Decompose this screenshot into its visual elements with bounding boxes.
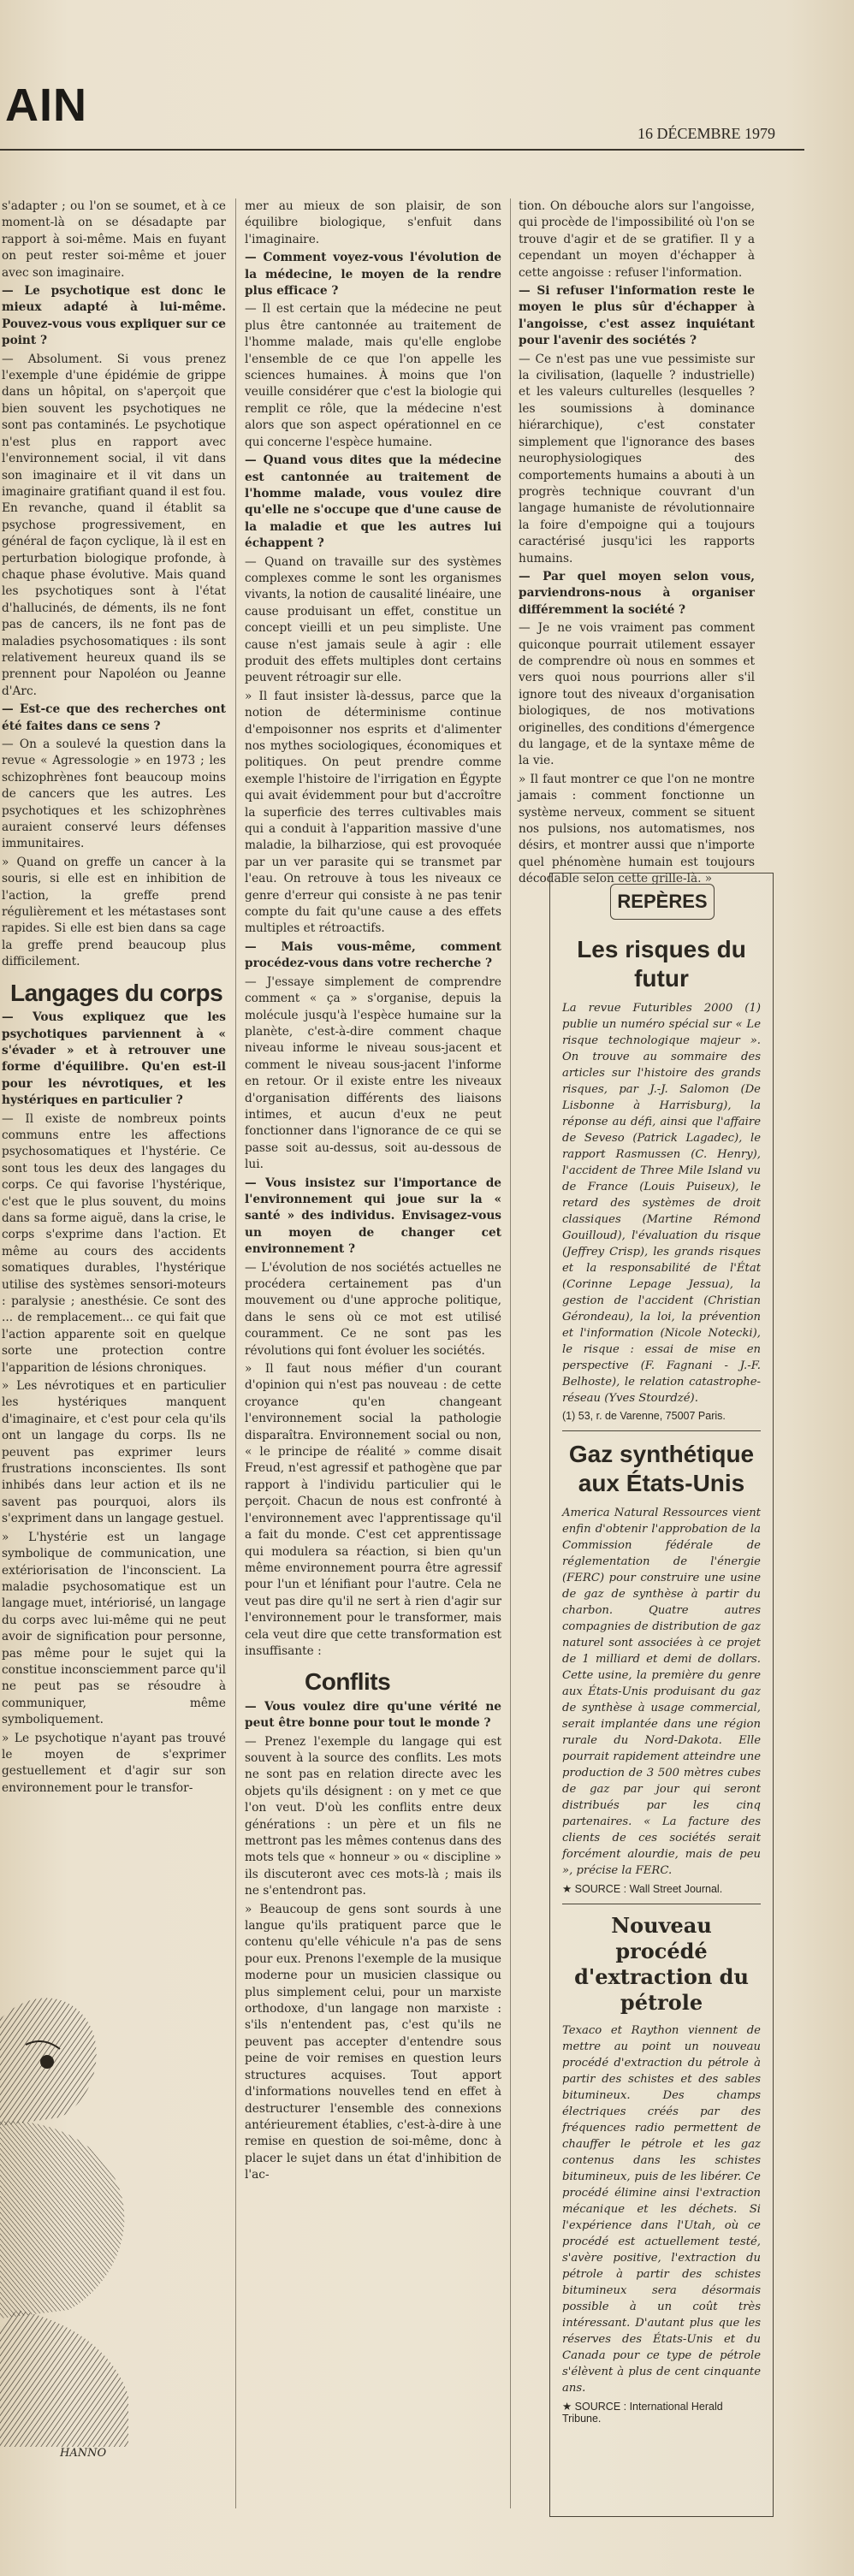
paragraph: — Prenez l'exemple du langage qui est souvent à la source des conflits. Les mots ne sont pas en relation directe avec les objets qu'ils désignent : on y met ce que l'on veut. D'où les conflits entre deux générations : un père et un fils ne mettront pas les mêmes contenus dans des mots tels que « honneur » ou « discipline » ils discuteront avec ces mots-là ; mais ils ne s'entendront pas. <box>245 1734 501 1898</box>
masthead-rule <box>0 149 804 151</box>
reperes-label: REPÈRES <box>610 884 715 920</box>
question: — Si refuser l'information reste le moyen le plus sûr d'échapper à l'angoisse, c'est assez inquiétant pour l'avenir des sociétés ? <box>519 284 755 348</box>
paragraph: — Ce n'est pas une vue pessimiste sur la civilisation, (laquelle ? industrielle) et les valeurs culturelles (lesquelles ? les soumissions à dominance hiérarchique), c'est constater simplement que l'ignorance des bases neurophysiologiques des comportements humains a abouti à un progrès technique couvrant d'un langage humaniste de révolutionnaire la foire d'empoigne qui a toujours caractérisé jusqu'ici les rapports humains. <box>519 352 755 566</box>
brief-text: Texaco et Raython viennent de mettre au point un nouveau procédé d'extraction du pétrole à partir des schistes et des sables bitumineux. Des champs électriques créés par des fréquences radio permettent de chauffer le pétrole et les gaz contenus dans les schistes bitumineux, puis de les libérer. Ce procédé élimine ainsi l'extraction mécanique et les déchets. Si l'expérience dans l'Utah, où ce procédé est actuellement testé, s'avère positive, l'extraction du pétrole à partir des schistes bitumineux sera désormais possible à un coût très intéressant. D'autant plus que les réserves des États-Unis et du Canada pour ce type de pétrole s'élèvent à plus de cent cinquante ans. <box>562 2024 761 2395</box>
illustrator-signature: HANNO <box>60 2447 107 2460</box>
brief-text: America Natural Ressources vient enfin d'obtenir l'approbation de la Commission fédérale de réglementation de l'énergie (FERC) pour construire une usine de gaz de synthèse à partir du charbon. Quatre autres compagnies de distribution de gaz naturel sont associées à ce projet de 1 milliard et demi de dollars. Cette usine, la première du genre aux États-Unis produisant du gaz de synthèse à usage commercial, serait implantée dans une région rurale du Nord-Dakota. Elle pourrait rapidement atteindre une production de 3 500 mètres cubes de gaz par jour qui seront distribués par les cinq partenaires. « La facture des clients de ces sociétés serait forcément alourdie, mais de peu », précise la FERC. <box>562 1507 761 1877</box>
question: — Vous expliquez que les psychotiques parviennent à « s'évader » et à retrouver une forme d'équilibre. Qu'en est-il pour les névrotiques, et les hystériques en particulier ? <box>2 1010 226 1108</box>
column-rule <box>235 198 236 2508</box>
paragraph: — Il existe de nombreux points communs entre les affections psychosomatiques et l'hystérie. Ce sont tous les deux des langages du corps. Ce qui favorise l'hystérique, c'est que le plus souvent, du moins dans sa forme aiguë, dans la crise, le corps s'exprime dans l'action. Et même au cours des accidents somatiques durables, l'hystérique utilise des systèmes sensori-moteurs : paralysie ; anesthésie. Ce sont des ... de remplacement... ce qui fait que l'action apparente soit en quelque sorte une protection contre l'apparition de lésions chroniques. <box>2 1111 226 1375</box>
paragraph: — Quand on travaille sur des systèmes complexes comme le sont les organismes vivants, la notion de causalité linéaire, une cause produisant un effet, constitue un concept vieilli et un peu simpliste. Une cause n'est jamais seule à agir : elle produit des effets multiples dont certains peuvent rétroagir sur elle. <box>245 554 501 685</box>
question: — Le psychotique est donc le mieux adapté à lui-même. Pouvez-vous vous expliquer sur ce point ? <box>2 284 226 348</box>
question: — Comment voyez-vous l'évolution de la médecine, le moyen de la rendre plus efficace ? <box>245 251 501 299</box>
section-heading: Langages du corps <box>10 979 223 1006</box>
brief-text: La revue Futuribles 2000 (1) publie un numéro spécial sur « Le risque technologique majeur ». On trouve au sommaire des articles sur l'histoire des grands risques, par J.-J. Salomon (De Lisbonne à Harrisburg), la réponse au défi, ainsi que l'affaire de Seveso (Patrick Lagadec), le rapport Rasmussen (C. Henry), l'accident de Three Mile Island vu de France (Louis Puiseux), le retard des systèmes de droit classiques (Martine Rémond Gouilloud), l'évaluation du risque (Jeffrey Crisp), les grands risques et la responsabilité de l'État (Corinne Lepage Jessua), la gestion de l'accident (Christian Gérondeau), la loi, la prévention et l'information (Nicole Notecki), le risque : essai de mise en perspective (F. Fagnani - J.-F. Belhoste), le relation catastrophe-réseau (Yves Stourdzé). <box>562 1002 761 1405</box>
brief-title: Les risques du futur <box>577 936 746 992</box>
brief-source: ★ SOURCE : Wall Street Journal. <box>562 1883 723 1895</box>
paragraph: » Il faut insister là-dessus, parce que la notion de déterminisme continue d'empoisonner nos esprits et d'alimenter nos mythes sociologiques, économiques et politiques. On peut prendre comme exemple l'histoire de l'irrigation en Égypte qui avait évidemment pour but d'accroître la superficie des terres cultivables mais qui a conduit à l'apparition massive d'une maladie, la bilharziose, qui est provoquée par un ver parasite qui se transmet par l'eau. On retrouve à tous les niveaux ce genre d'erreur qui consiste à ne pas tenir compte du fait qu'une cause a des effets multiples et rétroactifs. <box>245 689 501 936</box>
column-rule <box>510 198 511 2508</box>
paragraph: » Quand on greffe un cancer à la souris, si elle est en inhibition de l'action, la greffe prend régulièrement et les métastases sont rapides. Si elle est bien dans sa cage la greffe prend beaucoup plus difficilement. <box>2 855 226 969</box>
column-1 <box>2 198 226 1798</box>
paragraph: » Le psychotique n'ayant pas trouvé le moyen de s'exprimer gestuellement et d'agir sur son environnement pour le transfor- <box>2 1731 226 1795</box>
question: — Est-ce que des recherches ont été faites dans ce sens ? <box>2 702 226 733</box>
engraving-illustration <box>0 1968 145 2447</box>
paragraph: — L'évolution de nos sociétés actuelles ne procédera certainement pas d'un mouvement ou d'une approche politique, dans le sens où ce mot est utilisé couramment. Ce ne sont pas les révolutions qui font évoluer les sociétés. <box>245 1260 501 1358</box>
reperes-box <box>549 873 774 2517</box>
section-heading: Conflits <box>305 1668 391 1696</box>
paragraph: mer au mieux de son plaisir, de son équilibre biologique, s'enfuit dans l'imaginaire. <box>245 199 501 246</box>
paragraph: tion. On débouche alors sur l'angoisse, qui procède de l'impossibilité où l'on se trouve d'agir et de se gratifier. Il y a cependant un moyen d'échapper à cette angoisse : refuser l'information. <box>519 199 755 280</box>
question: — Quand vous dites que la médecine est cantonnée au traitement de l'homme malade, vous voulez dire qu'elle ne s'occupe que d'une cause de la maladie et que les autres lui échappent ? <box>245 453 501 551</box>
brief-source: ★ SOURCE : International Herald Tribune. <box>562 2401 723 2425</box>
question: — Vous insistez sur l'importance de l'environnement qui joue sur la « santé » des individus. Envisagez-vous un moyen de changer cet environnement ? <box>245 1175 501 1257</box>
paragraph: » Les névrotiques et en particulier les hystériques manquent d'imaginaire, et c'est pour cela qu'ils ont un langage du corps. Ils ne peuvent pas exprimer leurs frustrations inconscientes. Ils sont inhibés dans leur action et ils ne savent pas pourquoi, alors ils s'expriment dans un langage gestuel. <box>2 1379 226 1526</box>
paragraph: s'adapter ; ou l'on se soumet, et à ce moment-là on se désadapte par rapport à soi-même. Mais en fuyant on peut rester soi-même et jouer avec son imaginaire. <box>2 199 226 280</box>
paragraph: — Je ne vois vraiment pas comment quiconque pourrait utilement essayer de comprendre où nous en sommes et vers quoi nous pourrions aller s'il ignore tout des niveaux d'organisation biologiques, de nos motivations originelles, des conditions d'émergence du langage, et de la syntaxe même de la vie. <box>519 621 755 768</box>
paragraph: — Absolument. Si vous prenez l'exemple d'une épidémie de grippe dans un hôpital, on s'aperçoit que bien souvent les psychotiques ne sont pas contaminés. Le psychotique n'est plus en rapport avec l'environnement social, il vit dans son imaginaire et il vit dans un imaginaire gratifiant quand il est fou. En revanche, quand il établit sa psychose progressivement, en général de façon cyclique, là il est en perturbation biologique profonde, à chaque phase évolutive. Mais quand les psychotiques sont à l'état d'hallucinés, de déments, ils ne font pas de cancers, ils ne font pas de maladies psychosomatiques : ils sont relativement heureux quand ils se prennent pour Napoléon ou Jeanne d'Arc. <box>2 352 226 698</box>
question: — Par quel moyen selon vous, parviendrons-nous à organiser différemment la société ? <box>519 569 755 617</box>
issue-date: 16 DÉCEMBRE 1979 <box>638 125 776 142</box>
brief-note: (1) 53, r. de Varenne, 75007 Paris. <box>562 1410 726 1422</box>
divider <box>562 1430 761 1431</box>
brief-title: Gaz synthétique aux États-Unis <box>568 1441 755 1496</box>
brief-title: Nouveau procédé d'extraction du pétrole <box>574 1913 749 2015</box>
brief-risques <box>562 935 761 2425</box>
column-2 <box>245 198 501 2186</box>
paragraph: » Beaucoup de gens sont sourds à une langue qu'ils pratiquent parce que le contenu qu'elle véhicule n'a pas de sens pour eux. Prenons l'exemple de la musique moderne pour un musicien classique ou plus simplement celui, pour un marxiste orthodoxe, d'un langage non marxiste : s'ils n'entendent pas, c'est qu'ils ne peuvent pas accepter d'entendre sous peine de voir remises en question leurs structures acquises. Tout apport d'informations nouvelles tend en effet à destructurer l'ensemble des connexions antérieurement établies, c'est-à-dire à une remise en question de soi-même, donc à placer le sujet dans un état d'inhibition de l'ac- <box>245 1902 501 2182</box>
paragraph: » Il faut montrer ce que l'on ne montre jamais : comment fonctionne un système nerveux, comment se situent nos pulsions, nos automatismes, nos désirs, et montrer aussi que n'importe quel phénomène humain est toujours décodable selon cette grille-là. » <box>519 772 755 886</box>
masthead <box>0 79 854 142</box>
question: — Vous voulez dire qu'une vérité ne peut être bonne pour tout le monde ? <box>245 1699 501 1731</box>
paragraph: » L'hystérie est un langage symbolique de communication, une extériorisation de l'inconscient. La maladie psychosomatique est un langage muet, intériorisé, un langage du corps avec lui-même qui ne peut avoir de signification pour personne, pas même pour le sujet qui la constitue inconsciemment parce qu'il ne peut pas se résoudre à communiquer, même symboliquement. <box>2 1530 226 1727</box>
paragraph: — Il est certain que la médecine ne peut plus être cantonnée au traitement de l'homme malade, mais qu'elle englobe l'ensemble de ce que l'on appelle les sciences humaines. À moins que l'on veuille considérer que c'est la biologie qui remplit ce rôle, que la médecine n'est alors que son aspect opérationnel en ce qui concerne l'espèce humaine. <box>245 302 501 449</box>
paragraph: — On a soulevé la question dans la revue « Agressologie » en 1973 ; les schizophrènes font beaucoup moins de cancers que les autres. Les psychotiques et les schizophrènes auraient conservé leurs défenses immunitaires. <box>2 737 226 851</box>
paragraph: » Il faut nous méfier d'un courant d'opinion qui n'est pas nouveau : de cette croyance qu'en changeant l'environnement social la pathologie disparaîtra. Environnement social ou non, « le principe de réalité » comme disait Freud, n'est agressif et pathogène que par rapport à l'individu particulier qui le perçoit. Chacun de nous est confronté à l'environnement avec l'apprentissage qu'il a fait du monde. C'est cet apprentissage qui modulera sa réaction, si bien qu'un même environnement pourra être agressif pour l'un et lénifiant pour l'autre. Cela ne veut pas dire qu'il ne sert à rien d'agir sur l'environnement pour le transformer, mais cela veut dire que cette transformation est insuffisante : <box>245 1362 501 1658</box>
masthead-fragment: AIN <box>5 80 87 131</box>
column-3 <box>519 198 755 890</box>
paragraph: — J'essaye simplement de comprendre comment « ça » s'organise, depuis la molécule jusqu'à l'espèce humaine sur la planète, c'est-à-dire comment chaque niveau informe le niveau sous-jacent et comment le niveau sous-jacent l'informe en retour. Or il existe entre les niveaux d'organisation différents des liaisons intimes, et aucun d'eux ne peut fonctionner dans l'ignorance de ce qui se passe soit au-dessus, soit au-dessous de lui. <box>245 974 501 1172</box>
question: — Mais vous-même, comment procédez-vous dans votre recherche ? <box>245 939 501 971</box>
illustration <box>0 1968 145 2515</box>
